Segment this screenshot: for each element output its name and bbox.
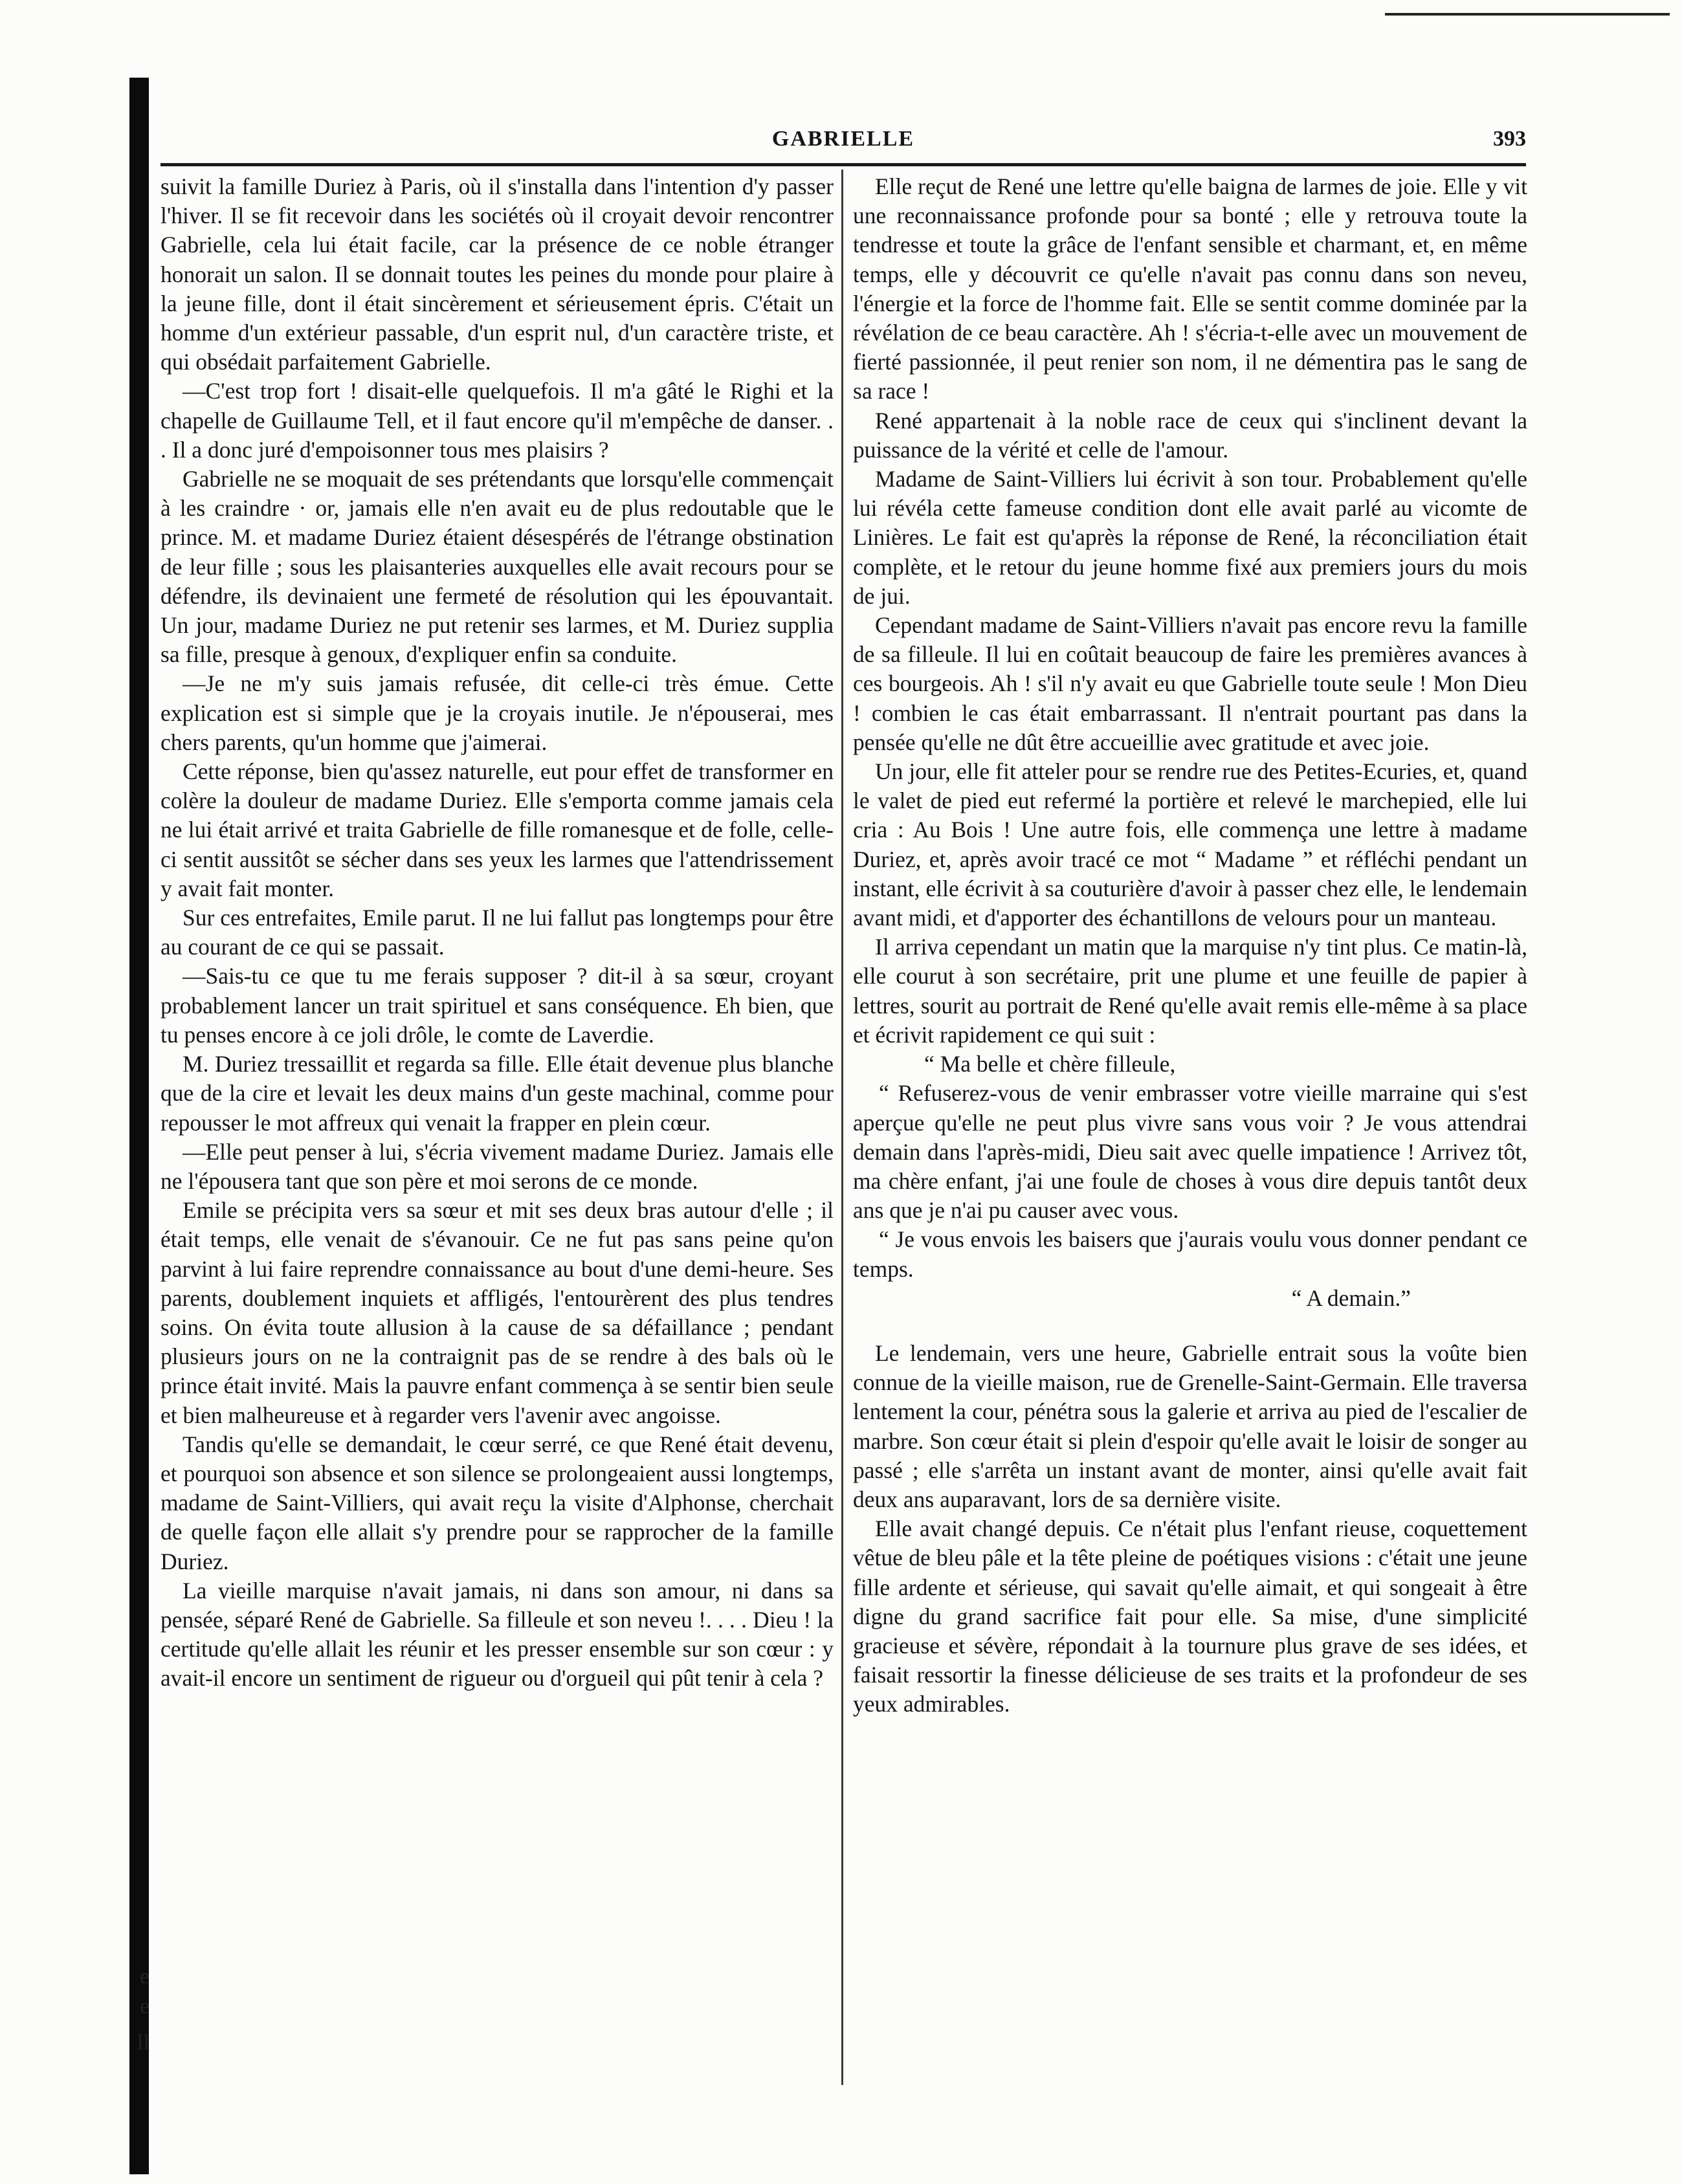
page-header [160,127,1526,158]
letter-paragraph: “ Refuserez-vous de venir embrasser votre vieille marraine qui s'est aperçue qu'elle ne peut plus vivre sans vous voir ? Je vous attendrai demain dans l'après-midi, Dieu sait avec quelle impatience ! Arrivez tôt, ma chère enfant, j'ai une foule de choses à vous dire depuis tantôt deux ans que je n'ai pu causer avec vous. [853,1080,1527,1224]
top-scan-rule [1385,13,1670,16]
margin-mark: e [140,1994,150,2018]
letter-signoff: “ A demain.” [1291,1285,1411,1311]
paragraph: —Je ne m'y suis jamais refusée, dit celle-ci très émue. Cette explication est si simple que je la croyais inutile. Je n'épouserai, mes chers parents, qu'un homme que j'aimerai. [160,670,834,755]
page-number: 393 [1493,127,1526,151]
header-rule [160,163,1526,166]
paragraph: —Sais-tu ce que tu me ferais supposer ? dit-il à sa sœur, croyant probablement lancer un trait spirituel et sans conséquence. Eh bien, que tu penses encore à ce joli drôle, le comte de Laverdie. [160,963,834,1048]
paragraph: Elle reçut de René une lettre qu'elle baigna de larmes de joie. Elle y vit une reconnaissance profonde pour sa bonté ; elle y retrouva toute la tendresse et toute la grâce de l'enfant sensible et charmant, et, en même temps, elle y découvrit ce qu'elle n'avait pas connu dans son neveu, l'énergie et la force de l'homme fait. Elle se sentit comme dominée par la révélation de ce beau caractère. Ah ! s'écria-t-elle avec un mouvement de fierté passionnée, il peut renier son nom, il ne démentira pas le sang de sa race ! [853,173,1527,404]
paragraph: —Elle peut penser à lui, s'écria vivement madame Duriez. Jamais elle ne l'épousera tant que son père et moi serons de ce monde. [160,1138,834,1194]
paragraph: suivit la famille Duriez à Paris, où il s'installa dans l'intention d'y passer l'hiver. Il se fit recevoir dans les sociétés où il croyait devoir rencontrer Gabrielle, cela lui était facile, car la présence de ce noble étranger honorait un salon. Il se donnait toutes les peines du monde pour plaire à la jeune fille, dont il était sincèrement et sérieusement épris. C'était un homme d'un extérieur passable, d'un esprit nul, d'un caractère triste, et qui obsédait parfaitement Gabrielle. [160,173,834,375]
letter-salutation: “ Ma belle et chère filleule, [924,1051,1176,1077]
paragraph: Un jour, elle fit atteler pour se rendre rue des Petites-Ecuries, et, quand le valet de pied eut refermé la portière et relevé le marchepied, elle lui cria : Au Bois ! Une autre fois, elle commença une lettre à madame Duriez, et, après avoir tracé ce mot “ Madame ” et réfléchi pendant un instant, elle écrivit à sa couturière d'avoir à passer chez elle, le lendemain avant midi, et d'apporter des échantillons de velours pour un manteau. [853,758,1527,931]
margin-mark: e [140,1965,150,1989]
binding-shadow [129,78,149,2174]
paragraph: Elle avait changé depuis. Ce n'était plus l'enfant rieuse, coquettement vêtue de bleu pâle et la tête pleine de poétiques visions : c'était une jeune fille ardente et sérieuse, qui savait qu'elle aimait, et qui songeait à être digne du grand sacrifice fait pour elle. Sa mise, d'une simplicité gracieuse et sévère, répondait à la tournure plus grave de ses idées, et faisait ressortir la finesse délicieuse de ses traits et la profondeur de ses yeux admirables. [853,1516,1527,1717]
paragraph: Emile se précipita vers sa sœur et mit ses deux bras autour d'elle ; il était temps, elle venait de s'évanouir. Ce ne fut pas sans peine qu'on parvint à lui faire reprendre connaissance au bout d'une demi-heure. Ses parents, doublement inquiets et affligés, l'entourèrent des plus tendres soins. On évita toute allusion à la cause de sa défaillance ; pendant plusieurs jours on ne la contraignit pas de se rendre à des bals où le prince était invité. Mais la pauvre enfant commença à se sentir bien seule et bien malheureuse et à regarder vers l'avenir avec angoisse. [160,1197,834,1428]
paragraph: Tandis qu'elle se demandait, le cœur serré, ce que René était devenu, et pourquoi son absence et son silence se prolongeaient aussi longtemps, madame de Saint-Villiers, qui avait reçu la visite d'Alphonse, cherchait de quelle façon elle allait s'y prendre pour se rapprocher de la famille Duriez. [160,1431,834,1574]
paragraph: La vieille marquise n'avait jamais, ni dans son amour, ni dans sa pensée, séparé René de Gabrielle. Sa filleule et son neveu !. . . . Dieu ! la certitude qu'elle allait les réunir et les presser ensemble sur son cœur : y avait-il encore un sentiment de rigueur ou d'orgueil qui pût tenir à cela ? [160,1577,834,1692]
left-column [160,172,834,1693]
paragraph: —C'est trop fort ! disait-elle quelquefois. Il m'a gâté le Righi et la chapelle de Guillaume Tell, et il faut encore qu'il m'empêche de danser. . . Il a donc juré d'empoisonner tous mes plaisirs ? [160,378,834,463]
paragraph: Sur ces entrefaites, Emile parut. Il ne lui fallut pas longtemps pour être au courant de ce qui se passait. [160,905,834,960]
paragraph: Cependant madame de Saint-Villiers n'avait pas encore revu la famille de sa filleule. Il lui en coûtait beaucoup de faire les premières avances à ces bourgeois. Ah ! s'il n'y avait eu que Gabrielle toute seule ! Mon Dieu ! combien le cas était embarrassant. Il n'entrait pourtant pas dans la pensée qu'elle ne dût être accueillie avec gratitude et avec joie. [853,612,1527,755]
letter-paragraph: “ Je vous envois les baisers que j'aurais voulu vous donner pendant ce temps. [853,1226,1527,1282]
running-title: GABRIELLE [771,127,915,151]
paragraph: René appartenait à la noble race de ceux qui s'inclinent devant la puissance de la vérité et celle de l'amour. [853,407,1527,463]
column-divider [841,170,843,2085]
margin-mark: ll [137,2031,149,2055]
paragraph: Gabrielle ne se moquait de ses prétendants que lorsqu'elle commençait à les craindre · or, jamais elle n'en avait eu de plus redoutable que le prince. M. et madame Duriez étaient désespérés de l'étrange obstination de leur fille ; sous les plaisanteries auxquelles elle avait recours pour se défendre, ils devinaient une fermeté de résolution qui les épouvantait. Un jour, madame Duriez ne put retenir ses larmes, et M. Duriez supplia sa fille, presque à genoux, d'expliquer enfin sa conduite. [160,466,834,668]
paragraph: Madame de Saint-Villiers lui écrivit à son tour. Probablement qu'elle lui révéla cette fameuse condition dont elle avait parlé au vicomte de Linières. Le fait est qu'après la réponse de René, la réconciliation était complète, et le retour du jeune homme fixé aux premiers jours du mois de jui. [853,466,1527,609]
right-column [853,172,1527,1719]
paragraph: M. Duriez tressaillit et regarda sa fille. Elle était devenue plus blanche que de la cire et levait les deux mains d'un geste machinal, comme pour repousser le mot affreux qui venait la frapper en plein cœur. [160,1051,834,1136]
paragraph: Cette réponse, bien qu'assez naturelle, eut pour effet de transformer en colère la douleur de madame Duriez. Elle s'emporta comme jamais cela ne lui était arrivé et traita Gabrielle de fille romanesque et de folle, celle-ci sentit aussitôt se sécher dans ses yeux les larmes que l'attendrissement y avait fait monter. [160,758,834,901]
paragraph: Le lendemain, vers une heure, Gabrielle entrait sous la voûte bien connue de la vieille maison, rue de Grenelle-Saint-Germain. Elle traversa lentement la cour, pénétra sous la galerie et arriva au pied de l'escalier de marbre. Son cœur était si plein d'espoir qu'elle avait le loisir de songer au passé ; elle s'arrêta un instant avant de monter, ainsi qu'elle avait fait deux ans auparavant, lors de sa dernière visite. [853,1340,1527,1512]
paragraph: Il arriva cependant un matin que la marquise n'y tint plus. Ce matin-là, elle courut à son secrétaire, prit une plume et une feuille de papier à lettres, sourit au portrait de René qu'elle avait remis elle-même à sa place et écrivit rapidement ce qui suit : [853,934,1527,1048]
